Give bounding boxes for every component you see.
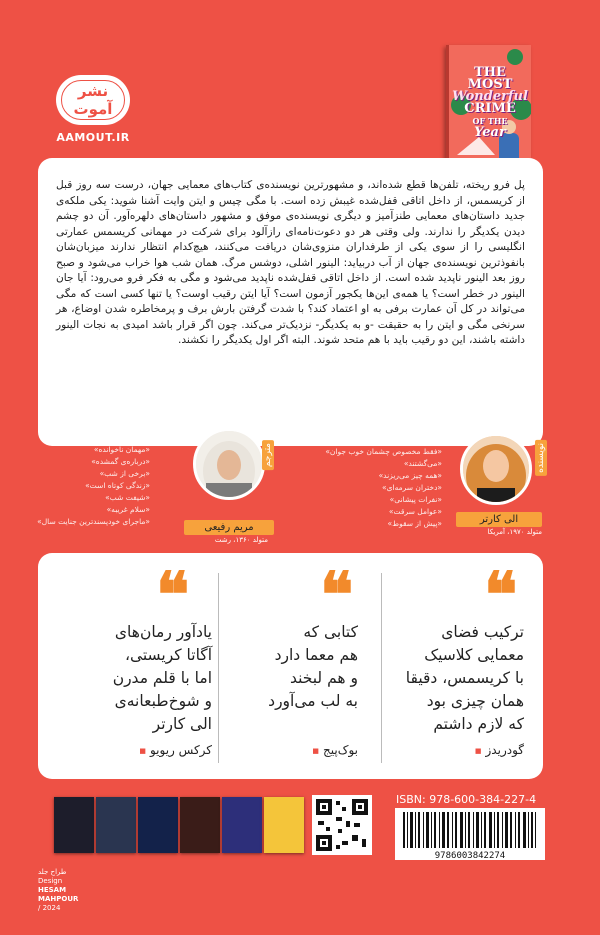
barcode-number: 9786003842274 bbox=[434, 851, 506, 860]
list-item: «فقط مخصوص چشمان خوب جوان» bbox=[325, 447, 442, 456]
author-role-label: نویسنده bbox=[535, 440, 547, 476]
list-item: «ماجرای خودپسندترین جنایت سال» bbox=[37, 517, 150, 526]
review-line: به لب می‌آورد bbox=[268, 692, 358, 710]
review-line: اما با قلم مدرن bbox=[112, 669, 212, 687]
review-line: یادآور رمان‌های bbox=[114, 623, 212, 641]
list-item: «سلام غریبه» bbox=[106, 505, 150, 514]
list-item: «همه چیز می‌ریزند» bbox=[378, 471, 442, 480]
designer-name: HESAM bbox=[38, 886, 67, 894]
related-book-cover bbox=[264, 797, 304, 853]
cover-title-line: Year bbox=[474, 125, 506, 140]
review-line: هم معما دارد bbox=[274, 646, 358, 664]
review-line: معمایی کلاسیک bbox=[424, 646, 524, 664]
cover-title-line: MOST bbox=[467, 77, 513, 92]
list-item: «زندگی کوتاه است» bbox=[85, 481, 150, 490]
publisher-url: AAMOUT.IR bbox=[56, 131, 130, 144]
barcode bbox=[395, 808, 545, 860]
designer-label: طراح جلد bbox=[38, 868, 67, 876]
cover-title-line: THE bbox=[474, 65, 506, 80]
review-line: کتابی که bbox=[303, 623, 358, 641]
qr-code bbox=[312, 795, 372, 855]
publisher-logo bbox=[38, 75, 148, 144]
translator-role-label: مترجم bbox=[262, 440, 274, 470]
related-book-cover bbox=[96, 797, 136, 853]
author-photo bbox=[460, 433, 532, 505]
review-line: همان چیزی بود bbox=[426, 692, 524, 710]
reviews-panel bbox=[38, 553, 543, 779]
divider bbox=[218, 573, 219, 763]
designer-label-en: Design bbox=[38, 877, 63, 885]
list-item: «عوامل سرقت» bbox=[388, 507, 442, 516]
translator-name: مریم رفیعی bbox=[184, 520, 274, 535]
review-text bbox=[384, 621, 524, 736]
list-item: «پیش از سقوط» bbox=[387, 519, 442, 528]
description-panel bbox=[38, 158, 543, 446]
review-line: و هم لبخند bbox=[289, 669, 358, 687]
author-works-list bbox=[325, 446, 442, 530]
designer-surname: MAHPOUR bbox=[38, 895, 79, 903]
review-quote bbox=[56, 553, 214, 779]
cover-designer-credit bbox=[38, 868, 78, 913]
quote-mark-icon: ❝ bbox=[156, 558, 190, 631]
author-born: متولد ۱۹۷۰، آمریکا bbox=[487, 528, 542, 536]
review-quote bbox=[388, 553, 538, 779]
review-line: که لازم داشتم bbox=[433, 715, 524, 733]
author-portrait bbox=[463, 436, 529, 502]
translator-works-list bbox=[37, 444, 150, 528]
isbn-label: ISBN: 978-600-384-227-4 bbox=[396, 793, 537, 806]
translator-portrait bbox=[196, 431, 262, 497]
list-item: «نفرات پیشانی» bbox=[389, 495, 442, 504]
list-item: «درباره‌ی گمشده» bbox=[91, 457, 150, 466]
review-line: ترکیب فضای bbox=[441, 623, 524, 641]
quote-mark-icon: ❝ bbox=[320, 558, 354, 631]
review-source: گودریدز ■ bbox=[475, 743, 524, 757]
qr-code-graphic bbox=[312, 795, 372, 855]
review-source: کرکس ریویو ■ bbox=[139, 743, 212, 757]
list-item: «دختران سرمه‌ای» bbox=[382, 483, 442, 492]
review-text bbox=[228, 621, 358, 713]
review-line: و شوخ‌طبعانه‌ی bbox=[114, 692, 212, 710]
list-item: «برخی از شب» bbox=[99, 469, 150, 478]
translator-works-title: آثار منتشرشده در آموت bbox=[75, 431, 150, 440]
related-book-cover bbox=[138, 797, 178, 853]
list-item: «می‌گشتند» bbox=[403, 459, 442, 468]
related-book-cover bbox=[180, 797, 220, 853]
book-description: پل فرو ریخته، تلفن‌ها قطع شده‌اند، و مشهورترین نویسنده‌ی کتاب‌های معمایی جهان، درست سه روز قبل از کریسمس، از داخل اتاقی قفل‌شده غیبش زده است. با مگی چیس و ایتن وایت آشنا شوید: یکی ملکه‌ی جدید داستان‌های معمایی طنزآمیز و دیگری نویسنده‌ی موفق و مشهور داستان‌های دلهره‌آور. آن دو چشم دیدن یکدیگر را ندارند. ولی وقتی هر دو دعوت‌نامه‌ای رازآلود برای شرکت در مهمانی کریسمس عمارتی انگلیسی را از سوی یکی از طرفداران منزوی‌شان دریافت می‌کنند، هیچ‌کدام انتظار ندارند میزبان‌شان بانفوذترین نویسنده‌ی جهان از آب دربیاید: الینور اشلی، دوشس مرگ. همان شب هوا خراب می‌شود و صبح روز بعد الینور ناپدید شده است. از داخل اتاقی قفل‌شده ناپدید می‌شود و مگی به فکر فرو می‌رود: آیا جان الینور در خطر است؟ یا همه‌ی این‌ها یکجور آزمون است؟ آیا ایتن رقیب اوست؟ یا تنها کسی است که مگی می‌تواند در کل آن عمارت برفی به او اعتماد کند؟ با شدت گرفتن بارش برف و پرمخاطره شدن اوضاع، هر سرنخی مگی و ایتن را به حقیقت -و به یکدیگر- نزدیک‌تر می‌کند. چون اگر قرار باشد امیدی به نجات الینور داشته باشند، این دو رقیب باید با هم متحد شوند. البته اگر اول یکدیگر را نکشند. bbox=[56, 179, 525, 346]
quote-mark-icon: ❝ bbox=[484, 558, 518, 631]
cover-title-line: Wonderful bbox=[452, 89, 528, 104]
barcode-graphic bbox=[395, 808, 545, 860]
review-line: آگاتا کریستی، bbox=[124, 646, 212, 664]
related-book-cover bbox=[222, 797, 262, 853]
publisher-logo-badge bbox=[56, 75, 130, 125]
author-name: الی کارتر bbox=[456, 512, 542, 527]
list-item: «شیفت شب» bbox=[105, 493, 150, 502]
cover-title bbox=[449, 67, 531, 139]
review-line: الی کارتر bbox=[152, 715, 212, 733]
translator-photo bbox=[193, 428, 265, 500]
list-item: «مهمان ناخوانده» bbox=[93, 445, 150, 454]
translator-born: متولد ۱۳۶۰، رشت bbox=[214, 536, 268, 544]
author-works-title: آثار منتشرشده bbox=[396, 434, 442, 443]
designer-year: / 2024 bbox=[38, 904, 61, 912]
cover-title-line: OF THE bbox=[472, 116, 508, 126]
publisher-logo-text: نشر آموت bbox=[73, 82, 113, 118]
related-book-cover bbox=[54, 797, 94, 853]
review-quote bbox=[224, 553, 382, 779]
review-source: بوک‌پیج ■ bbox=[312, 743, 358, 757]
review-line: با کریسمس، دقیقا bbox=[405, 669, 524, 687]
review-text bbox=[62, 621, 212, 736]
cover-title-line: CRIME bbox=[464, 101, 516, 116]
